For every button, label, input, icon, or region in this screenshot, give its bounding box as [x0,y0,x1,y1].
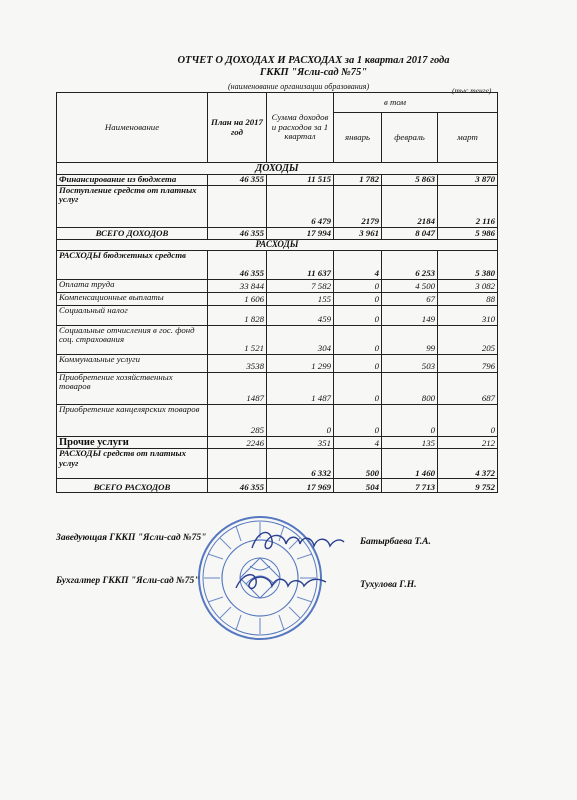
section-expenses: РАСХОДЫ [57,239,498,250]
header-plan: План на 2017 год [208,93,267,163]
income-row [57,185,498,227]
expense-total-feb: 7 713 [382,479,438,493]
cell-plan: 1487 [208,372,267,404]
cell-plan [208,449,267,479]
cell-feb: 99 [382,325,438,354]
income-total-plan: 46 355 [208,227,267,239]
income-total-name: ВСЕГО ДОХОДОВ [57,227,208,239]
cell-mar: 0 [438,404,498,436]
header-name: Наименование [57,93,208,163]
cell-plan: 46 355 [208,175,267,186]
cell-sum: 6 479 [267,185,334,227]
cell-jan: 0 [334,292,382,305]
cell-feb: 503 [382,354,438,372]
cell-feb: 149 [382,305,438,325]
expense-total-plan: 46 355 [208,479,267,493]
expense-total-sum: 17 969 [267,479,334,493]
cell-sum: 1 487 [267,372,334,404]
cell-name: Приобретение хозяйственных товаров [57,372,208,404]
cell-mar: 4 372 [438,449,498,479]
cell-jan: 500 [334,449,382,479]
header-feb: февраль [382,113,438,163]
director-name: Батырбаева Т.А. [360,537,431,547]
cell-jan: 4 [334,250,382,279]
accountant-role: Бухгалтер ГККП "Ясли-сад №75" [56,576,200,586]
cell-feb: 4 500 [382,279,438,292]
unit-note: (тыс.тенге) [452,86,492,95]
cell-sum: 11 515 [267,175,334,186]
cell-name: Социальные отчисления в гос. фонд соц. страхования [57,325,208,354]
cell-feb: 67 [382,292,438,305]
report-title: ОТЧЕТ О ДОХОДАХ И РАСХОДАХ за 1 квартал 2017 года [177,55,450,66]
cell-jan: 0 [334,404,382,436]
cell-mar: 3 082 [438,279,498,292]
report-table [56,92,498,493]
cell-feb: 135 [382,436,438,449]
expense-total-mar: 9 752 [438,479,498,493]
cell-plan [208,185,267,227]
cell-name: Оплата труда [57,279,208,292]
cell-feb: 1 460 [382,449,438,479]
cell-plan: 285 [208,404,267,436]
cell-name: Социальный налог [57,305,208,325]
organization-title: ГККП "Ясли-сад №75" [259,67,368,78]
section-income: ДОХОДЫ [57,163,498,175]
income-total-sum: 17 994 [267,227,334,239]
expense-row [57,292,498,305]
header-including: в том [334,93,498,113]
cell-feb: 0 [382,404,438,436]
income-total-row [57,227,498,239]
expense-row [57,436,498,449]
cell-plan: 33 844 [208,279,267,292]
cell-plan: 1 521 [208,325,267,354]
cell-sum: 1 299 [267,354,334,372]
expense-row [57,354,498,372]
cell-jan: 1 782 [334,175,382,186]
expense-row [57,372,498,404]
expense-total-row [57,479,498,493]
cell-plan: 1 606 [208,292,267,305]
expense-row [57,250,498,279]
cell-sum: 6 332 [267,449,334,479]
cell-sum: 351 [267,436,334,449]
cell-name: Коммунальные услуги [57,354,208,372]
cell-name: Приобретение канцелярских товаров [57,404,208,436]
cell-mar: 212 [438,436,498,449]
cell-mar: 5 380 [438,250,498,279]
income-row [57,175,498,186]
header-jan: январь [334,113,382,163]
cell-plan: 2246 [208,436,267,449]
cell-sum: 459 [267,305,334,325]
cell-feb: 800 [382,372,438,404]
cell-name: Прочие услуги [57,436,208,449]
cell-mar: 796 [438,354,498,372]
cell-name: РАСХОДЫ бюджетных средств [57,250,208,279]
expense-row [57,404,498,436]
accountant-name: Тухулова Г.Н. [360,580,417,590]
cell-jan: 4 [334,436,382,449]
header-mar: март [438,113,498,163]
cell-sum: 0 [267,404,334,436]
income-total-jan: 3 961 [334,227,382,239]
cell-sum: 7 582 [267,279,334,292]
expense-row [57,449,498,479]
cell-mar: 3 870 [438,175,498,186]
accountant-signature [232,566,332,596]
expense-row [57,279,498,292]
cell-jan: 0 [334,279,382,292]
cell-mar: 310 [438,305,498,325]
cell-plan: 3538 [208,354,267,372]
expense-total-name: ВСЕГО РАСХОДОВ [57,479,208,493]
cell-jan: 2179 [334,185,382,227]
cell-feb: 5 863 [382,175,438,186]
cell-plan: 46 355 [208,250,267,279]
cell-sum: 155 [267,292,334,305]
cell-plan: 1 828 [208,305,267,325]
cell-name: Финансирование из бюджета [57,175,208,186]
cell-mar: 2 116 [438,185,498,227]
cell-mar: 88 [438,292,498,305]
cell-name: Поступление средств от платных услуг [57,185,208,227]
director-role: Заведующая ГККП "Ясли-сад №75" [56,533,207,543]
cell-jan: 0 [334,372,382,404]
header-sum: Сумма доходов и расходов за 1 квартал [267,93,334,163]
expense-row [57,305,498,325]
cell-mar: 687 [438,372,498,404]
cell-jan: 0 [334,354,382,372]
income-total-mar: 5 986 [438,227,498,239]
expense-row [57,325,498,354]
organization-note: (наименование организации образования) [228,82,370,91]
cell-name: РАСХОДЫ средств от платных услуг [57,449,208,479]
income-total-feb: 8 047 [382,227,438,239]
cell-sum: 304 [267,325,334,354]
cell-sum: 11 637 [267,250,334,279]
cell-jan: 0 [334,305,382,325]
expense-total-jan: 504 [334,479,382,493]
cell-feb: 2184 [382,185,438,227]
cell-jan: 0 [334,325,382,354]
director-signature [248,524,348,558]
cell-mar: 205 [438,325,498,354]
cell-feb: 6 253 [382,250,438,279]
cell-name: Компенсационные выплаты [57,292,208,305]
